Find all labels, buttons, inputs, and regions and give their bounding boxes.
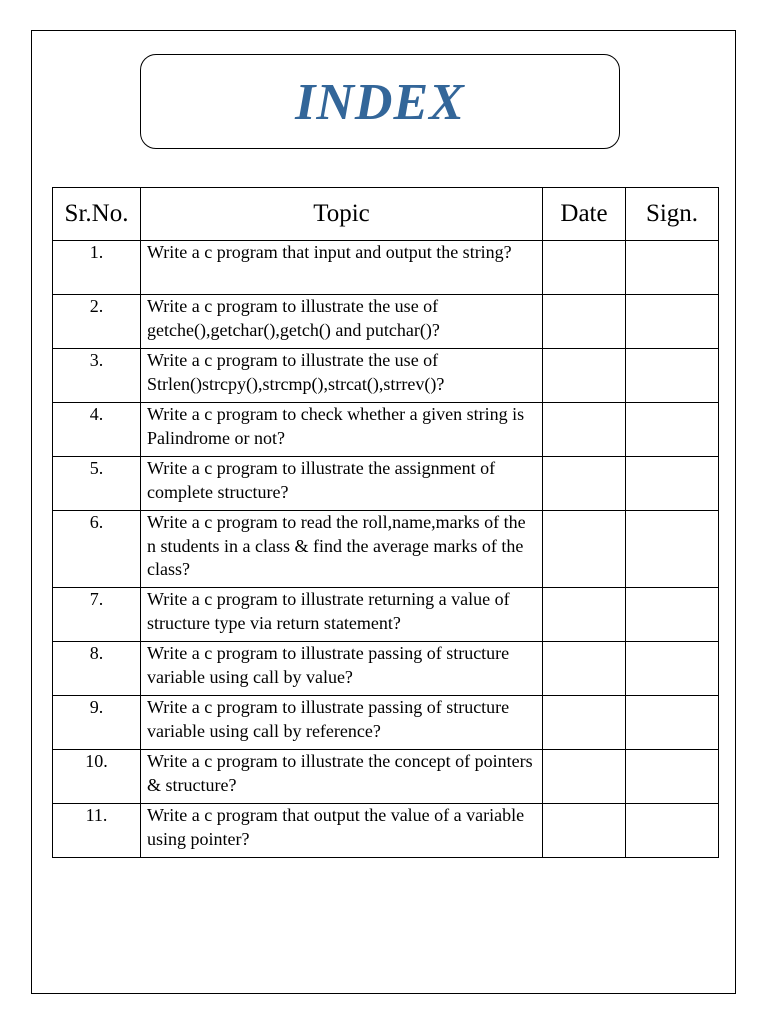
sign-cell xyxy=(626,642,719,696)
date-cell xyxy=(543,241,626,295)
date-cell xyxy=(543,511,626,588)
topic-cell: Write a c program to illustrate returning a value of structure type via return statement? xyxy=(141,588,543,642)
sign-cell xyxy=(626,588,719,642)
header-date: Date xyxy=(543,188,626,241)
topic-cell: Write a c program to illustrate the use of getche(),getchar(),getch() and putchar()? xyxy=(141,295,543,349)
sr-no-cell: 7. xyxy=(53,588,141,642)
date-cell xyxy=(543,403,626,457)
sr-no-cell: 4. xyxy=(53,403,141,457)
topic-cell: Write a c program to illustrate passing of structure variable using call by value? xyxy=(141,642,543,696)
table-row xyxy=(53,804,719,858)
sign-cell xyxy=(626,295,719,349)
page-title: INDEX xyxy=(295,73,465,131)
table-row xyxy=(53,403,719,457)
sign-cell xyxy=(626,457,719,511)
table-row xyxy=(53,588,719,642)
date-cell xyxy=(543,295,626,349)
topic-cell: Write a c program that output the value of a variable using pointer? xyxy=(141,804,543,858)
sign-cell xyxy=(626,750,719,804)
topic-cell: Write a c program to illustrate passing of structure variable using call by reference? xyxy=(141,696,543,750)
table-row xyxy=(53,241,719,295)
sr-no-cell: 3. xyxy=(53,349,141,403)
sign-cell xyxy=(626,511,719,588)
sr-no-cell: 9. xyxy=(53,696,141,750)
sr-no-cell: 1. xyxy=(53,241,141,295)
sign-cell xyxy=(626,349,719,403)
header-sr-no: Sr.No. xyxy=(53,188,141,241)
date-cell xyxy=(543,804,626,858)
topic-cell: Write a c program to illustrate the concept of pointers & structure? xyxy=(141,750,543,804)
sign-cell xyxy=(626,804,719,858)
sign-cell xyxy=(626,403,719,457)
index-table xyxy=(52,187,719,858)
topic-cell: Write a c program to illustrate the use of Strlen()strcpy(),strcmp(),strcat(),strrev()? xyxy=(141,349,543,403)
sign-cell xyxy=(626,696,719,750)
sr-no-cell: 11. xyxy=(53,804,141,858)
sign-cell xyxy=(626,241,719,295)
header-sign: Sign. xyxy=(626,188,719,241)
table-row xyxy=(53,642,719,696)
date-cell xyxy=(543,642,626,696)
table-row xyxy=(53,457,719,511)
topic-cell: Write a c program to check whether a given string is Palindrome or not? xyxy=(141,403,543,457)
table-row xyxy=(53,511,719,588)
date-cell xyxy=(543,696,626,750)
topic-cell: Write a c program to illustrate the assignment of complete structure? xyxy=(141,457,543,511)
table-row xyxy=(53,349,719,403)
topic-cell: Write a c program to read the roll,name,marks of the n students in a class & find the average marks of the class? xyxy=(141,511,543,588)
table-row xyxy=(53,750,719,804)
sr-no-cell: 6. xyxy=(53,511,141,588)
table-header-row xyxy=(53,188,719,241)
date-cell xyxy=(543,750,626,804)
date-cell xyxy=(543,349,626,403)
date-cell xyxy=(543,588,626,642)
header-topic: Topic xyxy=(141,188,543,241)
date-cell xyxy=(543,457,626,511)
sr-no-cell: 2. xyxy=(53,295,141,349)
sr-no-cell: 10. xyxy=(53,750,141,804)
table-row xyxy=(53,696,719,750)
title-box xyxy=(140,54,620,149)
topic-cell: Write a c program that input and output the string? xyxy=(141,241,543,295)
sr-no-cell: 8. xyxy=(53,642,141,696)
table-row xyxy=(53,295,719,349)
sr-no-cell: 5. xyxy=(53,457,141,511)
